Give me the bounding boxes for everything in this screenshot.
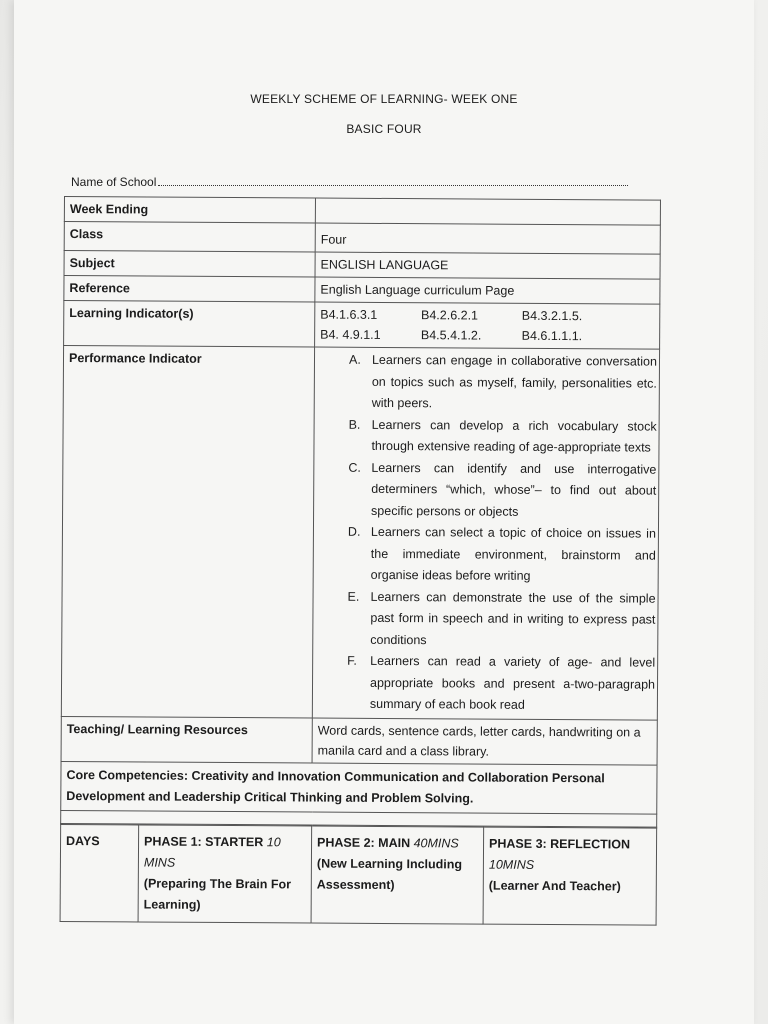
class-label: Class xyxy=(64,222,315,253)
list-item xyxy=(344,522,656,588)
list-item-text: Learners can select a topic of choice on issues in the immediate environment, brainstorm and organise ideas before writing xyxy=(370,524,656,583)
table-row xyxy=(64,301,660,350)
table-row xyxy=(64,197,660,226)
list-item xyxy=(345,350,657,416)
phases-table xyxy=(60,823,658,925)
indicator-code: B4.6.1.1.1. xyxy=(521,328,583,344)
list-item xyxy=(344,414,656,459)
learning-indicators-label: Learning Indicator(s) xyxy=(64,301,315,348)
table-row xyxy=(64,222,660,255)
phase-2-time: 40MINS xyxy=(413,835,459,850)
phase-3-time: 10MINS xyxy=(488,857,535,872)
phase-3-title: PHASE 3: REFLECTION xyxy=(489,836,631,851)
indicator-code: B4.1.6.3.1 xyxy=(320,307,378,322)
school-name-label: Name of School xyxy=(71,175,157,189)
indicator-codes-row-2 xyxy=(320,325,654,347)
phase-2-title: PHASE 2: MAIN xyxy=(317,835,411,850)
list-item-text: Learners can read a variety of age- and level appropriate books and present a-two-paragraph summary of each book read xyxy=(369,653,656,712)
subject-value: ENGLISH LANGUAGE xyxy=(315,252,660,279)
indicator-code: B4.2.6.2.1 xyxy=(421,308,479,323)
phase-2-header xyxy=(311,826,484,924)
week-ending-label: Week Ending xyxy=(64,197,315,224)
subject-label: Subject xyxy=(64,251,315,278)
phase-2-description: (New Learning Including Assessment) xyxy=(316,856,463,892)
learning-indicators-value xyxy=(315,302,660,349)
list-item-text: Learners can identify and use interrogative determiners “which, whose”– to find out about specific persons or objects xyxy=(371,460,657,519)
indicator-code: B4.5.4.1.2. xyxy=(420,328,482,343)
class-value: Four xyxy=(315,223,660,254)
table-row xyxy=(64,276,660,305)
school-name-line xyxy=(71,175,646,189)
phase-3-header xyxy=(483,827,657,925)
scheme-form xyxy=(60,196,661,925)
performance-indicator-value xyxy=(312,347,659,720)
phase-1-time: 10 MINS xyxy=(143,834,281,870)
list-item-text: Learners can develop a rich vocabulary stock through extensive reading of age-appropriate texts xyxy=(371,417,657,455)
phase-3-description: (Learner And Teacher) xyxy=(488,878,621,893)
core-competencies: Core Competencies: Creativity and Innovation Communication and Collaboration Personal Development and Leadership Critical Thinking and Problem Solving. xyxy=(61,761,657,814)
list-marker: E. xyxy=(347,589,360,604)
list-item xyxy=(343,586,655,652)
list-marker: D. xyxy=(347,524,361,539)
table-row xyxy=(60,824,657,925)
details-table xyxy=(60,196,661,827)
list-item-text: Learners can engage in collaborative conversation on topics such as myself, family, personalities etc. with peers. xyxy=(371,352,658,411)
class-title: BASIC FOUR xyxy=(346,122,422,136)
table-row xyxy=(61,716,657,765)
phase-1-header xyxy=(138,824,312,922)
resources-label: Teaching/ Learning Resources xyxy=(61,716,312,763)
table-row xyxy=(64,251,660,280)
phase-1-description: (Preparing The Brain For Learning) xyxy=(143,876,292,912)
list-marker: B. xyxy=(348,417,361,432)
list-item-text: Learners can demonstrate the use of the simple past form in speech and in writing to express past conditions xyxy=(370,589,656,647)
phase-1-title: PHASE 1: STARTER xyxy=(144,834,264,849)
indicator-code: B4.3.2.1.5. xyxy=(521,308,583,324)
table-row xyxy=(61,761,657,814)
reference-label: Reference xyxy=(64,276,315,303)
indicator-code: B4. 4.9.1.1 xyxy=(320,327,381,342)
indicator-codes-row-1 xyxy=(320,305,654,327)
list-marker: A. xyxy=(348,352,361,367)
document-title: WEEKLY SCHEME OF LEARNING- WEEK ONE xyxy=(250,92,518,106)
list-item xyxy=(343,651,655,717)
list-marker: F. xyxy=(347,653,357,668)
performance-indicator-label: Performance Indicator xyxy=(61,346,314,718)
table-row xyxy=(61,346,659,720)
school-name-blank xyxy=(158,185,628,186)
list-item xyxy=(344,457,656,523)
week-ending-value xyxy=(315,198,660,225)
resources-value: Word cards, sentence cards, letter cards, handwriting on a manila card and a class library. xyxy=(312,718,657,765)
reference-value: English Language curriculum Page xyxy=(315,277,660,304)
list-marker: C. xyxy=(348,460,361,475)
performance-indicator-list xyxy=(343,350,657,717)
days-header: DAYS xyxy=(60,824,139,921)
